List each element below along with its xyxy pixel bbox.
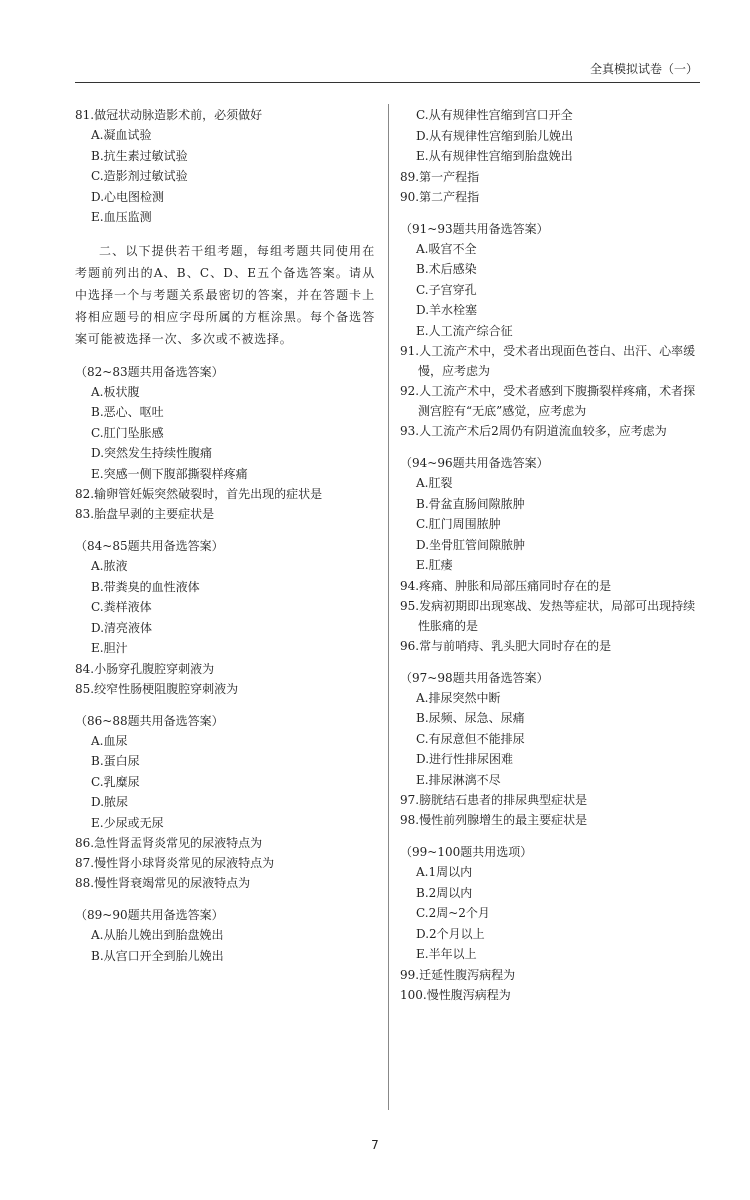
option-c: C.乳糜尿	[91, 774, 140, 789]
question-87: 87.慢性肾小球肾炎常见的尿液特点为	[75, 856, 275, 870]
option-c: C.从有规律性宫缩到宫口开全	[416, 108, 573, 122]
option-b: B.抗生素过敏试验	[91, 148, 188, 163]
group-heading: （94~96题共用备选答案）	[400, 456, 549, 470]
question-group-82-83	[75, 362, 375, 525]
option-a: A.血尿	[91, 733, 128, 748]
question-89: 89.第一产程指	[400, 169, 480, 184]
option-b: B.蛋白尿	[91, 754, 140, 768]
question-group-94-96	[400, 453, 702, 656]
option-a: A.肛裂	[416, 476, 453, 490]
question-94: 94.疼痛、肿胀和局部压痛同时存在的是	[400, 578, 612, 593]
option-a: A.从胎儿娩出到胎盘娩出	[91, 928, 224, 942]
question-93: 93.人工流产术后2周仍有阴道流血较多，应考虑为	[400, 424, 667, 438]
option-e: E.排尿淋漓不尽	[416, 772, 501, 787]
option-a: A.1周以内	[416, 865, 473, 879]
question-81	[75, 105, 375, 228]
option-d: D.羊水栓塞	[416, 303, 478, 317]
option-e: E.半年以上	[416, 947, 477, 961]
question-96: 96.常与前哨痔、乳头肥大同时存在的是	[400, 638, 612, 653]
option-a: A.排尿突然中断	[416, 690, 501, 705]
option-d: D.脓尿	[91, 795, 129, 809]
option-e: E.肛瘘	[416, 558, 453, 572]
group-heading: （91~93题共用备选答案）	[400, 221, 549, 236]
question-82: 82.输卵管妊娠突然破裂时，首先出现的症状是	[75, 487, 323, 501]
option-c: C.肛门周围脓肿	[416, 517, 501, 531]
group-heading: （82~83题共用备选答案）	[75, 364, 224, 379]
column-divider	[388, 104, 389, 1110]
option-e: E.从有规律性宫缩到胎盘娩出	[416, 149, 573, 163]
option-c: C.粪样液体	[91, 600, 152, 614]
question-group-91-93	[400, 219, 702, 442]
option-e: E.血压监测	[91, 210, 152, 224]
question-85: 85.绞窄性肠梗阻腹腔穿刺液为	[75, 681, 239, 696]
question-91: 91.人工流产术中，受术者出现面色苍白、出汗、心率缓慢，应考虑为	[400, 344, 696, 378]
option-b: B.2周以内	[416, 885, 473, 900]
question-stem: 81.做冠状动脉造影术前，必须做好	[75, 108, 263, 122]
running-header-title: 全真模拟试卷（一）	[589, 62, 698, 76]
question-83: 83.胎盘早剥的主要症状是	[75, 507, 215, 521]
question-group-99-100	[400, 842, 702, 1005]
option-d: D.坐骨肛管间隙脓肿	[416, 537, 526, 552]
header-rule	[75, 82, 700, 83]
option-a: A.吸宫不全	[416, 241, 477, 256]
option-c: C.有尿意但不能排尿	[416, 731, 525, 746]
question-group-97-98	[400, 668, 702, 831]
option-d: D.清亮液体	[91, 620, 153, 635]
group-heading: （86~88题共用备选答案）	[75, 713, 224, 728]
group-heading: （84~85题共用备选答案）	[75, 539, 224, 553]
section-instructions: 二、以下提供若干组考题，每组考题共同使用在考题前列出的A、B、C、D、E五个备选答案。请从中选择一个与考题关系最密切的答案，并在答题卡上将相应题号的相应字母所属的方框涂黑。每个备选答案可能被选择一次、多次或不被选择。	[75, 243, 375, 346]
question-group-89-90	[75, 905, 375, 966]
option-d: D.突然发生持续性腹痛	[91, 446, 213, 460]
question-95: 95.发病初期即出现寒战、发热等症状，局部可出现持续性胀痛的是	[400, 598, 696, 633]
option-e: E.突感一侧下腹部撕裂样疼痛	[91, 466, 248, 481]
question-100: 100.慢性腹泻病程为	[400, 987, 511, 1002]
option-c: C.子宫穿孔	[416, 282, 477, 297]
option-d: D.2个月以上	[416, 926, 485, 941]
option-a: A.凝血试验	[91, 128, 152, 142]
option-a: A.板状腹	[91, 384, 140, 399]
question-group-89-90-continued	[400, 105, 702, 207]
option-d: D.心电图检测	[91, 189, 165, 204]
option-c: C.肛门坠胀感	[91, 425, 164, 440]
option-e: E.胆汁	[91, 641, 128, 655]
question-90: 90.第二产程指	[400, 189, 480, 204]
option-b: B.尿频、尿急、尿痛	[416, 711, 525, 725]
option-b: B.从宫口开全到胎儿娩出	[91, 948, 224, 963]
group-heading: （99~100题共用选项）	[400, 845, 533, 859]
question-group-84-85	[75, 536, 375, 699]
question-98: 98.慢性前列腺增生的最主要症状是	[400, 813, 588, 827]
group-heading: （97~98题共用备选答案）	[400, 670, 549, 685]
option-b: B.骨盆直肠间隙脓肿	[416, 496, 525, 511]
question-99: 99.迁延性腹泻病程为	[400, 967, 516, 982]
question-92: 92.人工流产术中，受术者感到下腹撕裂样疼痛，术者探测宫腔有“无底”感觉，应考虑为	[400, 384, 696, 418]
option-e: E.少尿或无尿	[91, 815, 164, 830]
page-number: 7	[371, 1138, 379, 1152]
question-97: 97.膀胱结石患者的排尿典型症状是	[400, 793, 588, 807]
option-b: B.恶心、呕吐	[91, 405, 164, 419]
left-column	[75, 105, 375, 966]
option-c: C.2周~2个月	[416, 906, 490, 920]
option-d: D.进行性排尿困难	[416, 752, 514, 766]
option-c: C.造影剂过敏试验	[91, 169, 188, 183]
group-heading: （89~90题共用备选答案）	[75, 908, 224, 922]
question-88: 88.慢性肾衰竭常见的尿液特点为	[75, 876, 251, 890]
option-e: E.人工流产综合征	[416, 323, 513, 338]
question-86: 86.急性肾盂肾炎常见的尿液特点为	[75, 836, 263, 850]
question-group-86-88	[75, 711, 375, 894]
option-a: A.脓液	[91, 559, 128, 573]
option-b: B.术后感染	[416, 262, 477, 276]
option-d: D.从有规律性宫缩到胎儿娩出	[416, 128, 574, 143]
question-84: 84.小肠穿孔腹腔穿刺液为	[75, 661, 215, 676]
right-column	[400, 105, 702, 1005]
option-b: B.带粪臭的血性液体	[91, 579, 200, 594]
